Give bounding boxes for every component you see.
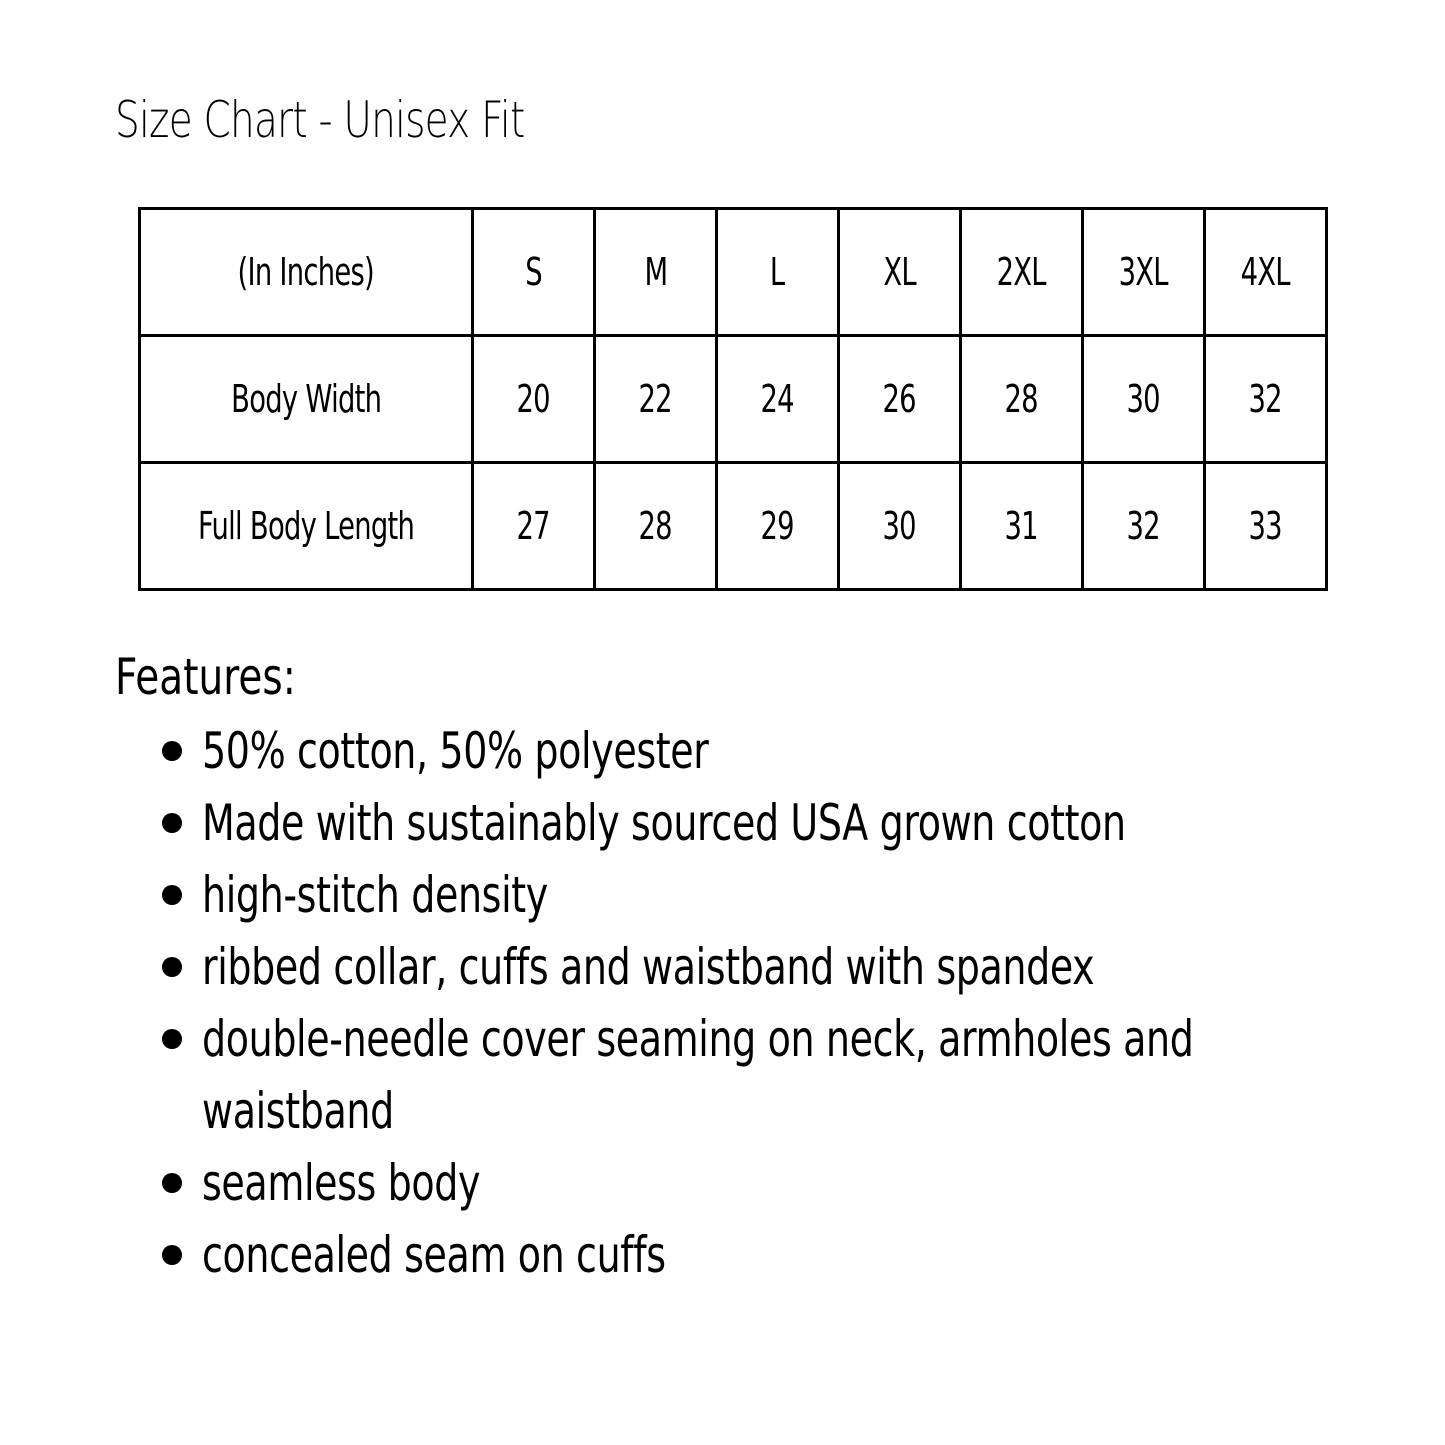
table-cell: 30 xyxy=(839,463,961,590)
table-row xyxy=(140,463,1327,590)
bullet-icon xyxy=(162,885,182,905)
features-heading: Features: xyxy=(115,648,296,706)
size-chart-table xyxy=(138,207,1328,591)
features-list xyxy=(160,715,1280,1291)
list-item: seamless body xyxy=(160,1147,1280,1219)
table-header-cell: M xyxy=(595,209,717,336)
bullet-icon xyxy=(162,1245,182,1265)
table-cell: 27 xyxy=(473,463,595,590)
table-cell: 22 xyxy=(595,336,717,463)
list-item: ribbed collar, cuffs and waistband with spandex xyxy=(160,931,1280,1003)
table-row xyxy=(140,336,1327,463)
table-cell: 26 xyxy=(839,336,961,463)
table-cell: 31 xyxy=(961,463,1083,590)
row-label: Full Body Length xyxy=(140,463,473,590)
table-header-cell: 3XL xyxy=(1083,209,1205,336)
table-cell: 28 xyxy=(595,463,717,590)
table-cell: 20 xyxy=(473,336,595,463)
table-cell: 28 xyxy=(961,336,1083,463)
table-cell: 32 xyxy=(1083,463,1205,590)
table-cell: 30 xyxy=(1083,336,1205,463)
list-item: Made with sustainably sourced USA grown cotton xyxy=(160,787,1280,859)
table-header-cell: 4XL xyxy=(1205,209,1327,336)
table-header-cell: L xyxy=(717,209,839,336)
bullet-icon xyxy=(162,741,182,761)
list-item: high-stitch density xyxy=(160,859,1280,931)
row-label: Body Width xyxy=(140,336,473,463)
bullet-icon xyxy=(162,957,182,977)
table-header-cell: S xyxy=(473,209,595,336)
table-cell: 33 xyxy=(1205,463,1327,590)
list-item: concealed seam on cuffs xyxy=(160,1219,1280,1291)
list-item: double-needle cover seaming on neck, armholes and waistband xyxy=(160,1003,1280,1147)
bullet-icon xyxy=(162,1173,182,1193)
table-cell: 32 xyxy=(1205,336,1327,463)
bullet-icon xyxy=(162,813,182,833)
list-item: 50% cotton, 50% polyester xyxy=(160,715,1280,787)
table-header-cell: XL xyxy=(839,209,961,336)
bullet-icon xyxy=(162,1029,182,1049)
table-cell: 29 xyxy=(717,463,839,590)
table-header-row xyxy=(140,209,1327,336)
table-header-cell: (In Inches) xyxy=(140,209,473,336)
table-cell: 24 xyxy=(717,336,839,463)
page-title: Size Chart - Unisex Fit xyxy=(115,91,525,149)
table-header-cell: 2XL xyxy=(961,209,1083,336)
